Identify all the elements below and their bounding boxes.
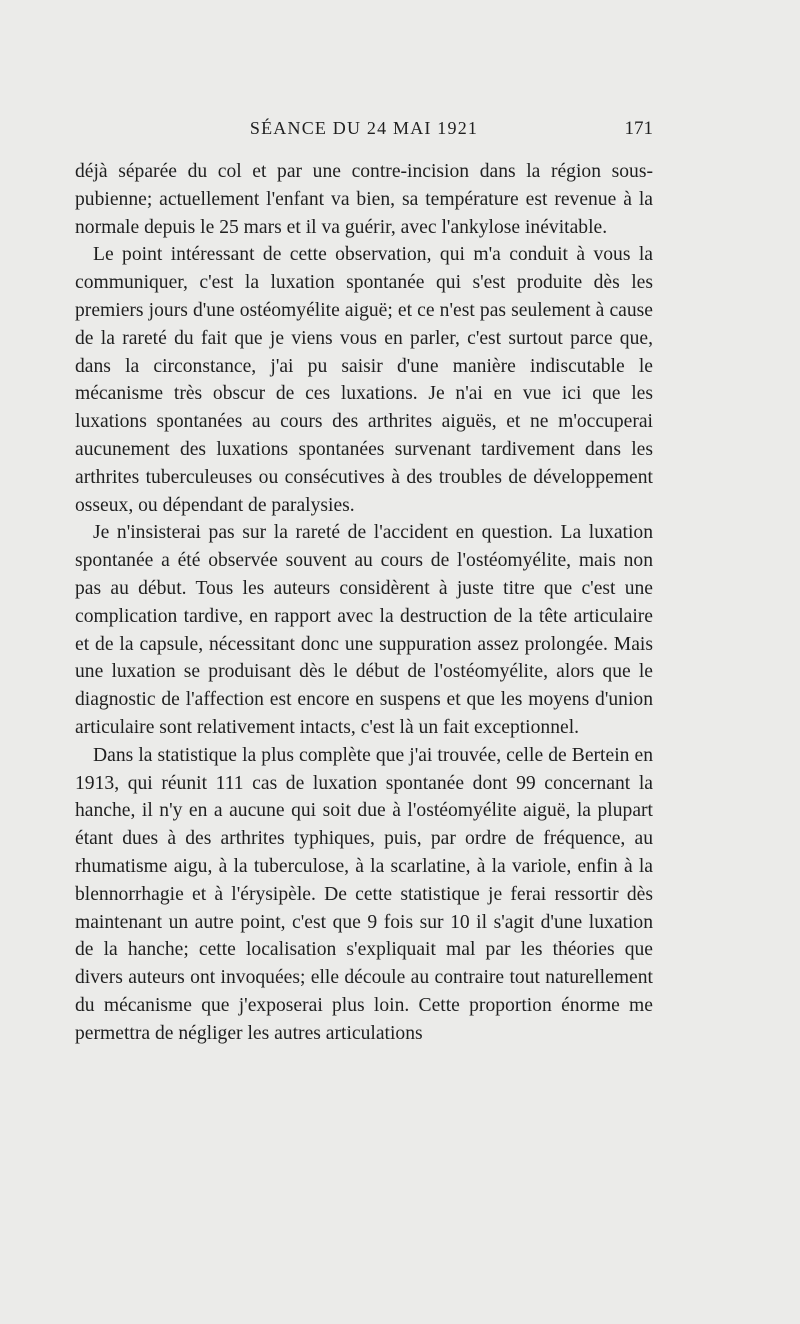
paragraph: Le point intéressant de cette observation, qui m'a conduit à vous la communiquer, c'est la luxation spontanée qui s'est produite dès les premiers jours d'une ostéomyélite aiguë; et ce n'est pas seulement à cause de la rareté du fait que je viens vous en parler, c'est surtout parce que, dans la circonstance, j'ai pu saisir d'une manière indiscutable le mécanisme très obscur de ces luxations. Je n'ai en vue ici que les luxations spontanées au cours des arthrites aiguës, et ne m'occuperai aucunement des luxations spontanées survenant tardivement dans les arthrites tuberculeuses ou consécutives à des troubles de développement osseux, ou dépendant de paralysies. <box>75 244 653 516</box>
page-number: 171 <box>624 118 653 139</box>
body-text <box>75 158 653 1048</box>
paragraph: Je n'insisterai pas sur la rareté de l'accident en question. La luxation spontanée a été observée souvent au cours de l'ostéomyélite, mais non pas au début. Tous les auteurs considèrent à juste titre que c'est une complication tardive, en rapport avec la destruction de la tête articulaire et de la capsule, nécessitant donc une suppuration assez prolongée. Mais une luxation se produisant dès le début de l'ostéomyélite, alors que le diagnostic de l'affection est encore en suspens et que les moyens d'union articulaire sont relativement intacts, c'est là un fait exceptionnel. <box>75 522 653 738</box>
running-title: SÉANCE DU 24 MAI 1921 <box>249 118 479 138</box>
paragraph-continuation: déjà séparée du col et par une contre-incision dans la région sous-pubienne; actuellement l'enfant va bien, sa température est revenue à la normale depuis le 25 mars et il va guérir, avec l'ankylose inévitable. <box>75 161 653 238</box>
paragraph: Dans la statistique la plus complète que j'ai trouvée, celle de Bertein en 1913, qui réunit 111 cas de luxation spontanée dont 99 concernant la hanche, il n'y en a aucune qui soit due à l'ostéomyélite aiguë, la plupart étant dues à des arthrites typhiques, puis, par ordre de fréquence, au rhumatisme aigu, à la tuberculose, à la scarlatine, à la variole, enfin à la blennorrhagie et à l'érysipèle. De cette statistique je ferai ressortir dès maintenant un autre point, c'est que 9 fois sur 10 il s'agit d'une luxation de la hanche; cette localisation s'expliquait mal par les théories que divers auteurs ont invoquées; elle découle au contraire tout naturellement du mécanisme que j'exposerai plus loin. Cette proportion énorme me permettra de négliger les autres articulations <box>75 744 653 1044</box>
running-header <box>75 118 653 144</box>
